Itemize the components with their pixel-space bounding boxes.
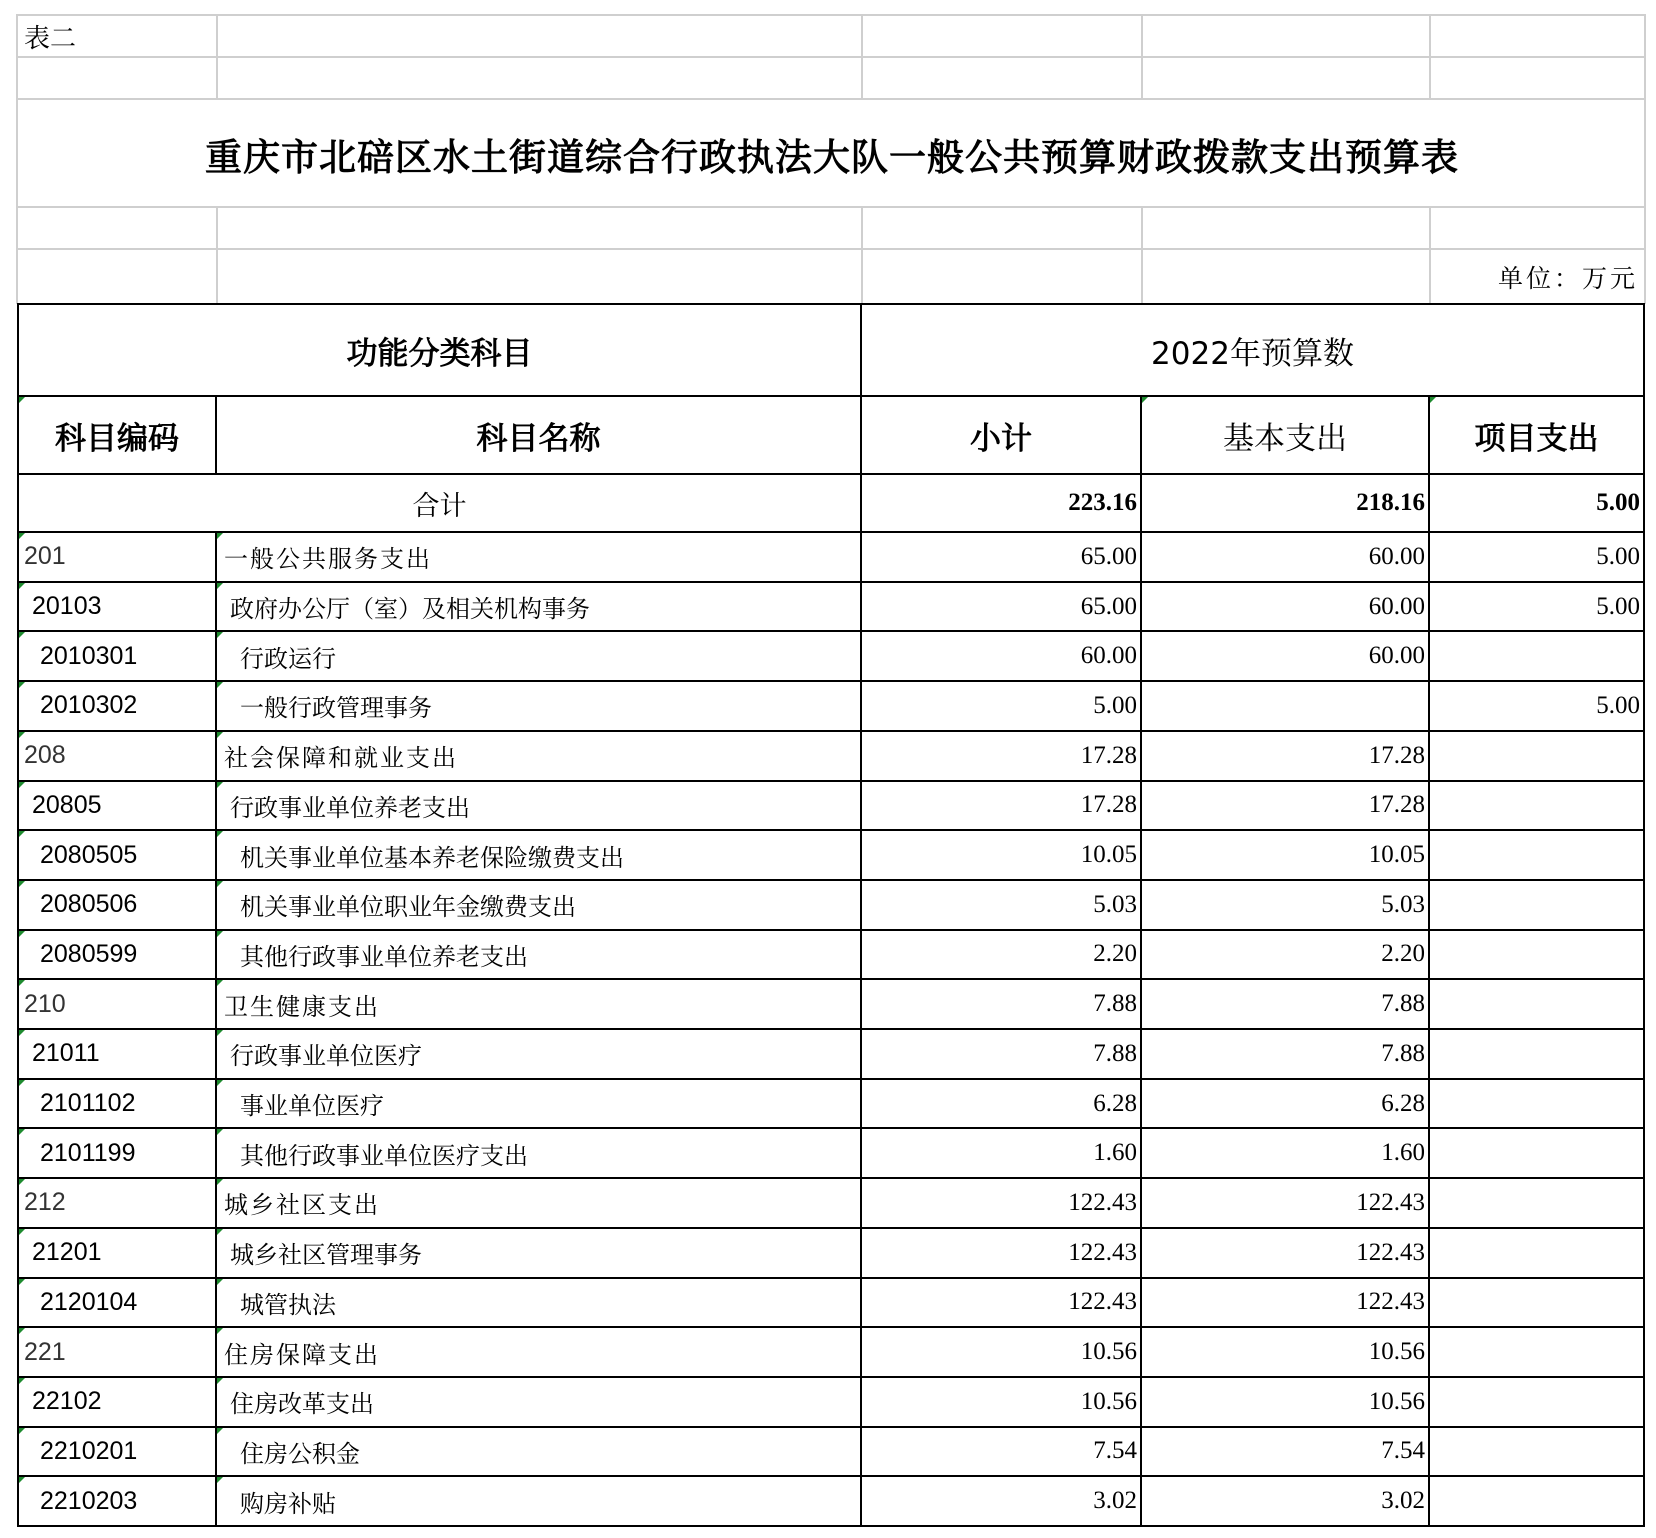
row-subtotal: 10.56 xyxy=(1080,1338,1137,1366)
row-subtotal: 122.43 xyxy=(1068,1238,1137,1266)
cell-marker-icon xyxy=(19,831,25,837)
row-project xyxy=(1429,1178,1644,1228)
cell-marker-icon xyxy=(19,533,25,539)
row-code: 2101199 xyxy=(40,1138,136,1167)
cell-marker-icon xyxy=(19,881,25,887)
row-subtotal: 10.56 xyxy=(1080,1387,1137,1415)
row-subtotal: 122.43 xyxy=(1068,1188,1137,1216)
row-basic: 7.88 xyxy=(1381,1039,1425,1067)
row-code: 2080599 xyxy=(40,939,138,968)
row-project xyxy=(1429,781,1644,831)
cell-marker-icon xyxy=(217,682,223,688)
row-code: 20103 xyxy=(32,592,102,621)
row-basic: 1.60 xyxy=(1381,1139,1425,1167)
row-basic: 17.28 xyxy=(1368,741,1425,769)
row-name: 一般行政管理事务 xyxy=(240,694,432,723)
row-project: 5.00 xyxy=(1596,592,1640,620)
header-basic: 基本支出 xyxy=(1223,420,1347,457)
row-subtotal: 65.00 xyxy=(1080,542,1137,570)
row-name: 一般公共服务支出 xyxy=(224,545,432,574)
cell-marker-icon xyxy=(217,1129,223,1135)
cell-marker-icon xyxy=(19,397,25,403)
grid-line xyxy=(216,14,218,100)
cell-marker-icon xyxy=(19,1279,25,1285)
header-name: 科目名称 xyxy=(476,420,601,457)
row-code: 2210203 xyxy=(40,1486,138,1515)
cell-marker-icon xyxy=(19,1378,25,1384)
row-subtotal: 17.28 xyxy=(1080,791,1137,819)
row-code: 21011 xyxy=(32,1039,100,1068)
row-name: 行政运行 xyxy=(240,644,336,673)
header-project: 项目支出 xyxy=(1474,420,1599,457)
cell-marker-icon xyxy=(217,1428,223,1434)
cell-marker-icon xyxy=(19,931,25,937)
row-project xyxy=(1429,1228,1644,1278)
cell-marker-icon xyxy=(217,1080,223,1086)
grid-line xyxy=(1429,14,1431,100)
row-name: 机关事业单位基本养老保险缴费支出 xyxy=(240,843,624,872)
cell-marker-icon xyxy=(217,1378,223,1384)
cell-marker-icon xyxy=(19,1030,25,1036)
row-code: 2101102 xyxy=(40,1089,136,1118)
header-budget-2022: 2022年预算数 xyxy=(1151,335,1354,372)
row-basic: 6.28 xyxy=(1381,1089,1425,1117)
row-project: 5.00 xyxy=(1596,542,1640,570)
row-basic: 122.43 xyxy=(1356,1188,1425,1216)
cell-marker-icon xyxy=(19,980,25,986)
row-name: 购房补贴 xyxy=(240,1489,336,1518)
grid-line xyxy=(1141,14,1143,100)
cell-marker-icon xyxy=(217,1328,223,1334)
row-subtotal: 1.60 xyxy=(1093,1139,1137,1167)
row-code: 2080505 xyxy=(40,840,138,869)
row-basic: 122.43 xyxy=(1356,1288,1425,1316)
row-name: 社会保障和就业支出 xyxy=(224,744,458,773)
row-code: 2010301 xyxy=(40,641,138,670)
header-code: 科目编码 xyxy=(55,420,179,457)
row-code: 2120104 xyxy=(40,1287,138,1316)
cell-marker-icon xyxy=(1142,397,1148,403)
cell-marker-icon xyxy=(19,682,25,688)
cell-marker-icon xyxy=(217,583,223,589)
cell-marker-icon xyxy=(217,1030,223,1036)
row-name: 卫生健康支出 xyxy=(224,992,380,1021)
row-project xyxy=(1429,1029,1644,1079)
row-subtotal: 17.28 xyxy=(1080,741,1137,769)
row-code: 208 xyxy=(24,741,66,770)
grid-line xyxy=(1429,206,1431,304)
row-subtotal: 5.03 xyxy=(1093,890,1137,918)
cell-marker-icon xyxy=(19,1477,25,1483)
row-project: 5.00 xyxy=(1596,691,1640,719)
grid-line xyxy=(18,206,1646,208)
row-basic: 10.56 xyxy=(1368,1338,1425,1366)
row-name: 行政事业单位医疗 xyxy=(230,1042,422,1071)
row-subtotal: 3.02 xyxy=(1093,1487,1137,1515)
row-code: 221 xyxy=(24,1337,66,1366)
row-name: 其他行政事业单位医疗支出 xyxy=(240,1141,528,1170)
row-basic: 17.28 xyxy=(1368,791,1425,819)
row-code: 20805 xyxy=(32,790,102,819)
row-name: 住房保障支出 xyxy=(224,1340,380,1369)
total-basic: 218.16 xyxy=(1356,489,1425,516)
row-project xyxy=(1429,1079,1644,1129)
grid-line xyxy=(18,14,1646,16)
unit-label: 单位：万元 xyxy=(1497,264,1638,293)
grid-line xyxy=(18,56,1646,58)
row-subtotal: 65.00 xyxy=(1080,592,1137,620)
row-project xyxy=(1429,731,1644,781)
total-project: 5.00 xyxy=(1596,489,1640,516)
cell-marker-icon xyxy=(19,782,25,788)
cell-marker-icon xyxy=(217,831,223,837)
row-project xyxy=(1429,1128,1644,1178)
cell-marker-icon xyxy=(217,732,223,738)
row-project xyxy=(1429,1377,1644,1427)
cell-marker-icon xyxy=(217,1279,223,1285)
grid-line xyxy=(216,206,218,304)
cell-marker-icon xyxy=(19,1229,25,1235)
row-name: 其他行政事业单位养老支出 xyxy=(240,942,528,971)
row-subtotal: 2.20 xyxy=(1093,940,1137,968)
cell-marker-icon xyxy=(217,980,223,986)
row-name: 政府办公厅（室）及相关机构事务 xyxy=(230,595,590,624)
row-code: 201 xyxy=(24,542,66,571)
row-name: 城管执法 xyxy=(240,1290,336,1319)
row-project xyxy=(1429,631,1644,681)
row-subtotal: 5.00 xyxy=(1093,691,1137,719)
row-basic: 5.03 xyxy=(1381,890,1425,918)
row-subtotal: 7.88 xyxy=(1093,1039,1137,1067)
row-basic: 10.56 xyxy=(1368,1387,1425,1415)
row-code: 2210201 xyxy=(40,1436,138,1465)
cell-marker-icon xyxy=(19,1129,25,1135)
page-title: 重庆市北碚区水土街道综合行政执法大队一般公共预算财政拨款支出预算表 xyxy=(205,136,1459,179)
row-project xyxy=(1429,880,1644,930)
total-subtotal: 223.16 xyxy=(1068,489,1137,516)
cell-marker-icon xyxy=(217,533,223,539)
header-subtotal: 小计 xyxy=(970,420,1032,457)
row-name: 事业单位医疗 xyxy=(240,1092,384,1121)
cell-marker-icon xyxy=(217,1229,223,1235)
cell-marker-icon xyxy=(217,782,223,788)
grid-line xyxy=(861,206,863,304)
row-basic: 2.20 xyxy=(1381,940,1425,968)
row-name: 住房公积金 xyxy=(240,1439,360,1468)
row-subtotal: 6.28 xyxy=(1093,1089,1137,1117)
row-basic: 7.88 xyxy=(1381,990,1425,1018)
cell-marker-icon xyxy=(217,881,223,887)
cell-marker-icon xyxy=(217,1477,223,1483)
row-subtotal: 7.88 xyxy=(1093,990,1137,1018)
cell-marker-icon xyxy=(19,1328,25,1334)
row-name: 行政事业单位养老支出 xyxy=(230,793,470,822)
row-code: 21201 xyxy=(32,1238,102,1267)
row-name: 城乡社区管理事务 xyxy=(230,1241,422,1270)
row-code: 210 xyxy=(24,989,66,1018)
total-label: 合计 xyxy=(412,490,467,522)
cell-marker-icon xyxy=(19,583,25,589)
row-basic: 60.00 xyxy=(1368,592,1425,620)
row-name: 住房改革支出 xyxy=(230,1390,374,1419)
grid-line xyxy=(18,248,1646,250)
row-code: 212 xyxy=(24,1188,66,1217)
row-code: 2010302 xyxy=(40,691,138,720)
cell-marker-icon xyxy=(217,632,223,638)
row-subtotal: 10.05 xyxy=(1080,841,1137,869)
row-subtotal: 122.43 xyxy=(1068,1288,1137,1316)
cell-marker-icon xyxy=(217,931,223,937)
grid-line xyxy=(1141,206,1143,304)
row-code: 22102 xyxy=(32,1387,102,1416)
row-name: 机关事业单位职业年金缴费支出 xyxy=(240,893,576,922)
row-project xyxy=(1429,1427,1644,1477)
cell-marker-icon xyxy=(19,732,25,738)
row-project xyxy=(1429,930,1644,980)
row-subtotal: 60.00 xyxy=(1080,642,1137,670)
grid-line xyxy=(18,98,1646,100)
row-basic: 60.00 xyxy=(1368,642,1425,670)
sheet-label: 表二 xyxy=(24,23,77,54)
row-basic: 122.43 xyxy=(1356,1238,1425,1266)
row-basic: 7.54 xyxy=(1381,1437,1425,1465)
cell-marker-icon xyxy=(19,1080,25,1086)
row-project xyxy=(1429,979,1644,1029)
row-subtotal: 7.54 xyxy=(1093,1437,1137,1465)
cell-marker-icon xyxy=(19,632,25,638)
header-function-class: 功能分类科目 xyxy=(346,335,533,372)
row-basic: 3.02 xyxy=(1381,1487,1425,1515)
row-basic: 10.05 xyxy=(1368,841,1425,869)
row-basic: 60.00 xyxy=(1368,542,1425,570)
cell-marker-icon xyxy=(19,1179,25,1185)
row-basic xyxy=(1141,681,1429,731)
row-code: 2080506 xyxy=(40,890,138,919)
cell-marker-icon xyxy=(19,1428,25,1434)
grid-line xyxy=(861,14,863,100)
cell-marker-icon xyxy=(1430,397,1436,403)
row-project xyxy=(1429,1278,1644,1328)
row-project xyxy=(1429,830,1644,880)
cell-marker-icon xyxy=(217,1179,223,1185)
row-name: 城乡社区支出 xyxy=(224,1191,380,1220)
row-project xyxy=(1429,1327,1644,1377)
row-project xyxy=(1429,1476,1644,1526)
